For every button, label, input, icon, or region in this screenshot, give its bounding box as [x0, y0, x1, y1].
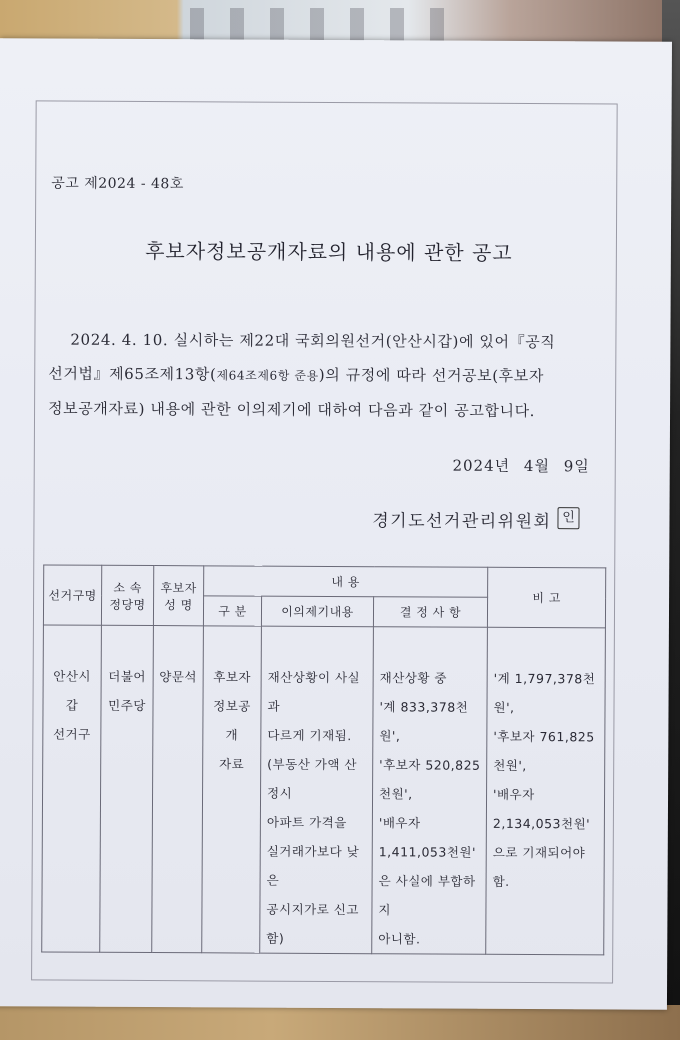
- notice-number: 공고 제2024 - 48호: [51, 175, 184, 193]
- header-candidate: [153, 566, 203, 626]
- issuer-name: 경기도선거관리위원회: [372, 511, 552, 533]
- decision-line: '후보자 520,825천원',: [379, 757, 481, 802]
- remarks-line: '배우자 2,134,053천원': [492, 786, 591, 832]
- decision-line: 재산상황 중: [379, 670, 448, 686]
- remarks-line: '계 1,797,378천원',: [493, 670, 596, 715]
- official-seal: 인: [557, 507, 579, 529]
- body-line-3: 정보공개자료) 내용에 관한 이의제기에 대하여 다음과 같이 공고합니다.: [48, 399, 536, 421]
- notice-paper: [0, 38, 672, 1010]
- category-line: 후보자: [213, 669, 252, 685]
- body-line-1: 2024. 4. 10. 실시하는 제22대 국회의원선거(안산시갑)에 있어『공직: [70, 330, 556, 352]
- background-floor: [0, 1005, 680, 1040]
- district-line: 선거구: [52, 726, 91, 742]
- header-candidate-line1: 후보자: [160, 580, 197, 595]
- notice-body: [48, 322, 597, 428]
- cell-objection: [260, 626, 374, 954]
- decision-line: '배우자 1,411,053천원': [378, 815, 477, 860]
- header-remarks: 비 고: [487, 567, 605, 628]
- header-objection: 이의제기내용: [261, 596, 373, 627]
- cell-candidate: 양문석: [152, 626, 204, 953]
- header-affiliation-line1: 소 속: [113, 580, 142, 595]
- header-affiliation: [101, 565, 153, 625]
- objection-line: 공시지가로 신고함): [266, 901, 359, 946]
- notice-date: 2024년 4월 9일: [452, 456, 590, 476]
- category-line: 정보공개: [213, 698, 251, 743]
- cell-party: [100, 625, 154, 952]
- header-district: 선거구명: [43, 565, 101, 625]
- objection-line: 아파트 가격을: [266, 814, 347, 831]
- remarks-line: '후보자 761,825천원',: [493, 728, 595, 774]
- notice-title: 후보자정보공개자료의 내용에 관한 공고: [145, 239, 513, 265]
- body-line-2b: )의 규정에 따라 선거공보(후보자: [318, 365, 545, 386]
- decision-line: 은 사실에 부합하지: [378, 873, 476, 918]
- cell-district: [42, 625, 102, 952]
- objection-line: 다르게 기재됨.: [267, 727, 352, 744]
- objection-line: (부동산 가액 산정시: [267, 756, 358, 801]
- header-category: 구 분: [203, 596, 261, 626]
- category-line: 자료: [219, 756, 245, 772]
- header-decision: 결 정 사 항: [373, 597, 487, 628]
- objection-table: [41, 564, 606, 955]
- body-line-2a: 선거법』제65조제13항(: [48, 364, 217, 384]
- header-candidate-line2: 성 명: [164, 597, 193, 612]
- district-line: 안산시갑: [53, 668, 92, 713]
- cell-remarks: [486, 627, 606, 955]
- decision-line: 아니함.: [378, 931, 421, 947]
- body-line-2: [48, 356, 596, 394]
- header-affiliation-line2: 정당명: [109, 597, 146, 612]
- cell-category: [202, 626, 262, 953]
- cell-decision: [372, 627, 488, 955]
- objection-line: 재산상황이 사실과: [267, 669, 361, 714]
- party-line: 민주당: [108, 697, 146, 714]
- objection-line: 실거래가보다 낮은: [266, 843, 360, 888]
- body-line-2-small: 제64조제6항 준용: [216, 368, 319, 383]
- header-content: 내 용: [204, 566, 488, 597]
- decision-line: '계 833,378천원',: [379, 699, 469, 744]
- party-line: 더불어: [108, 668, 147, 685]
- remarks-line: 으로 기재되어야 함.: [492, 844, 586, 889]
